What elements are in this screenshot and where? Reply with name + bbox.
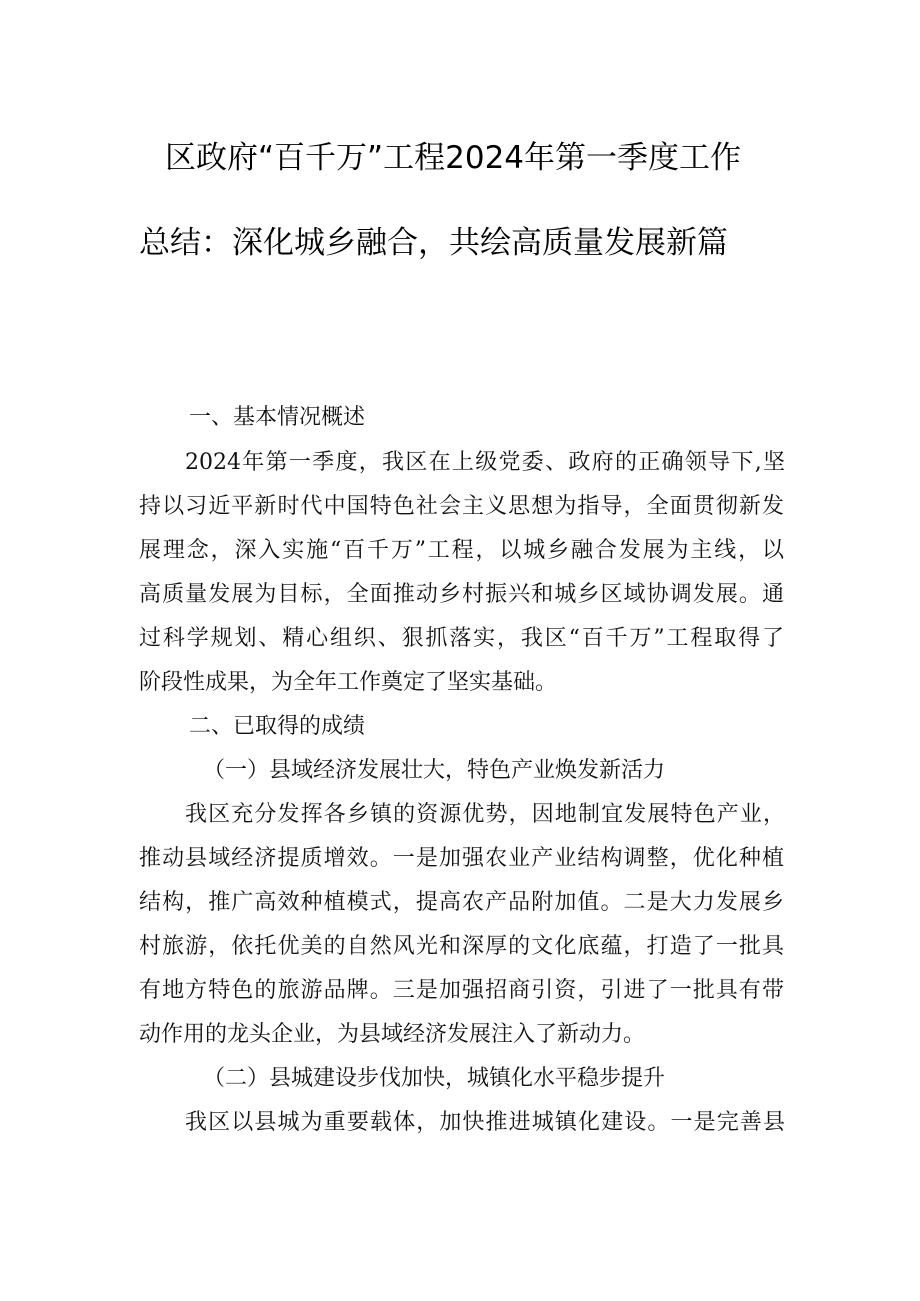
paragraph-1-line-3: 展理念，深入实施“百千万”工程，以城乡融合发展为主线，以 — [139, 538, 784, 563]
paragraph-2-line-6: 动作用的龙头企业，为县域经济发展注入了新动力。 — [139, 1022, 646, 1047]
document-title-line-2: 总结：深化城乡融合，共绘高质量发展新篇 — [139, 225, 728, 261]
paragraph-2-line-5: 有地方特色的旅游品牌。三是加强招商引资，引进了一批具有带 — [139, 978, 784, 1003]
paragraph-1-line-2: 持以习近平新时代中国特色社会主义思想为指导，全面贯彻新发 — [139, 494, 784, 519]
paragraph-2-line-3: 结构，推广高效种植模式，提高农产品附加值。二是大力发展乡 — [139, 890, 784, 915]
subsection-heading-1: （一）县域经济发展壮大，特色产业焕发新活力 — [203, 758, 666, 783]
paragraph-2-line-1: 我区充分发挥各乡镇的资源优势，因地制宜发展特色产业， — [185, 802, 785, 827]
document-title-line-1: 区政府“百千万”工程2024年第一季度工作 — [165, 140, 742, 176]
paragraph-1-line-1: 2024年第一季度，我区在上级党委、政府的正确领导下,坚 — [185, 450, 785, 475]
paragraph-2-line-4: 村旅游，依托优美的自然风光和深厚的文化底蕴，打造了一批具 — [139, 934, 784, 959]
paragraph-1-line-4: 高质量发展为目标，全面推动乡村振兴和城乡区域协调发展。通 — [139, 582, 784, 607]
subsection-heading-2: （二）县城建设步伐加快，城镇化水平稳步提升 — [203, 1066, 666, 1091]
section-heading-1: 一、基本情况概述 — [189, 405, 366, 430]
paragraph-1-line-6: 阶段性成果，为全年工作奠定了坚实基础。 — [139, 670, 558, 695]
paragraph-2-line-2: 推动县域经济提质增效。一是加强农业产业结构调整，优化种植 — [139, 846, 784, 871]
paragraph-1-line-5: 过科学规划、精心组织、狠抓落实，我区“百千万”工程取得了 — [139, 626, 784, 651]
section-heading-2: 二、已取得的成绩 — [189, 714, 366, 739]
paragraph-3-line-1: 我区以县城为重要载体，加快推进城镇化建设。一是完善县 — [185, 1110, 785, 1135]
